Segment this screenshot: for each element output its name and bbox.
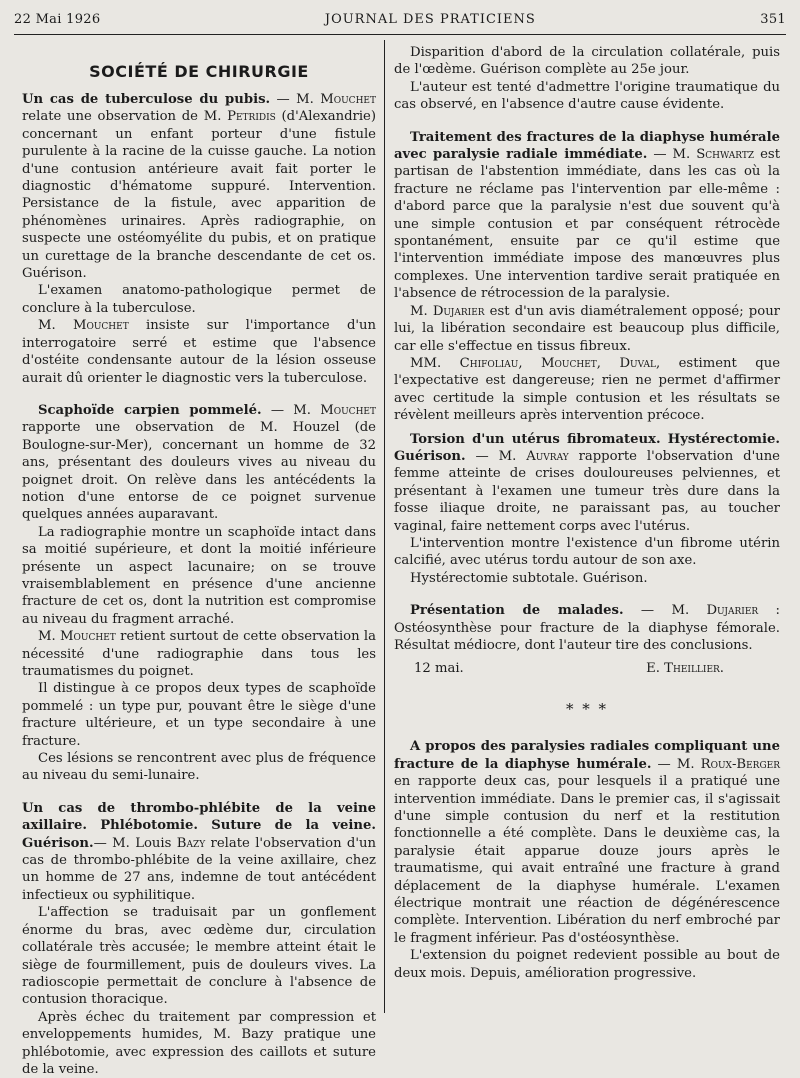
signature-line (394, 660, 780, 678)
author-name: Mouchet (60, 629, 116, 645)
paragraph (22, 628, 376, 680)
text-run: insiste sur l'importance d'un interrogatoire serré et estime que l'absence d'ostéite condensante autour de la lésion osseuse aurait dû orienter le diagnostic vers la tuberculose. (22, 318, 376, 386)
column-divider (384, 40, 385, 1013)
header-rule (14, 34, 786, 35)
text-run: — M. (465, 448, 527, 464)
article-scaphoide-pommele (22, 402, 376, 524)
signature-author: E. Theillier. (646, 661, 724, 677)
text-run: — M. (623, 603, 707, 619)
author-name: Roux-Berger (700, 756, 780, 772)
article-title: Scaphoïde carpien pommelé. (38, 402, 262, 418)
text-run: relate l'observation d'un cas de thrombo-phlébite de la veine axillaire, chez un homme de 27 ans, indemne de tout antécédent infectieux ou syphilitique. (22, 835, 376, 903)
text-run: M. (38, 629, 61, 645)
text-run: M. (38, 318, 73, 334)
paragraph: L'examen anatomo-pathologique permet de conclure à la tuberculose. (22, 283, 376, 316)
text-run: est d'un avis diamétralement opposé; pour lui, la libération secondaire est beaucoup plus difficile, car elle s'effectue en tissus fibreux. (394, 303, 780, 354)
article-paralysies-radiales (394, 738, 780, 947)
article-presentation-malades (394, 602, 780, 654)
author-name: Petridis (227, 109, 276, 125)
running-header (14, 12, 786, 34)
paragraph: Il distingue à ce propos deux types de scaphoïde pommelé : un type pur, pouvant être le siège d'une fracture ultérieure, et un type secondaire à une fracture. (22, 681, 376, 749)
author-names: Chifoliau, Mouchet, Duval, (459, 355, 661, 371)
header-page-number: 351 (760, 12, 786, 27)
text-run: — M. (647, 147, 697, 163)
text-run: estiment que l'expectative est dangereuse; rien ne permet d'affirmer avec certitude la simple contusion et les résultats se révèlent meilleurs après intervention précoce. (394, 355, 780, 424)
text-run: MM. (410, 355, 460, 371)
author-name: Dujarier (706, 603, 759, 619)
article-title: A propos des paralysies radiales compliquant une fracture de la diaphyse humérale. (394, 739, 780, 772)
paragraph: L'extension du poignet redevient possible au bout de deux mois. Depuis, amélioration progressive. (394, 948, 780, 981)
right-column (394, 44, 780, 982)
paragraph: Ces lésions se rencontrent avec plus de fréquence au niveau du semi-lunaire. (22, 751, 376, 784)
text-run: — M. (261, 402, 321, 418)
paragraph (22, 317, 376, 387)
left-column (22, 44, 376, 1078)
text-run: en rapporte deux cas, pour lesquels il a pratiqué une intervention immédiate. Dans le premier cas, il s'agissait d'une simple contusion du nerf et la restitution fonctionnelle a été complète. Dans le deuxième cas, la paralysie était apparue douze jours après le traumatisme, qui avait entraîné une fracture à grand déplacement de la diaphyse humérale. L'examen électrique montrait une réaction de dégénérescence complète. Intervention. Libération du nerf embroché par le fragment inférieur. Pas d'ostéosynthèse. (394, 774, 780, 946)
text-run: (d'Alexandrie) concernant un enfant porteur d'une fistule purulente à la racine de la cuisse gauche. La notion d'une contusion antérieure avait fait porter le diagnostic d'hématome suppuré. Intervention. Persistance de la fistule, avec apparition de phénomènes urinaires. Après radiographie, on suspecte une ostéomyélite du pubis, et on pratique un curettage de la branche descendante de cet os. Guérison. (22, 109, 377, 282)
text-run: est partisan de l'abstention immédiate, dans les cas où la fracture ne réclame pas l'intervention par elle-même : d'abord parce que la paralysie n'est due souvent qu'à une simple contusion et par conséquent rétrocède spontanément, ensuite par ce qu'il estime que l'intervention immédiate impose des manœuvres plus complexes. Une intervention tardive serait pratiquée en l'absence de rétrocession de la paralysie. (394, 147, 780, 302)
text-run: M. (410, 303, 433, 319)
article-thrombo-phlebite (22, 800, 376, 904)
article-tuberculose-pubis (22, 91, 376, 282)
author-name: Dujarier (432, 303, 485, 319)
article-torsion-uterus (394, 431, 780, 535)
text-run: retient surtout de cette observation la nécessité d'une radiographie dans tous les traumatismes du poignet. (22, 629, 376, 679)
article-title: Traitement des fractures de la diaphyse humérale avec paralysie radiale immédiate. (394, 129, 780, 163)
text-run: : Ostéosynthèse pour fracture de la diaphyse fémorale. Résultat médiocre, dont l'auteur tire des conclusions. (394, 603, 780, 653)
author-name: Mouchet (320, 92, 376, 107)
author-name: Mouchet (72, 318, 129, 334)
text-run: — M. (270, 92, 321, 107)
author-name: Schwartz (696, 147, 755, 163)
paragraph: Après échec du traitement par compression et enveloppements humides, M. Bazy pratique une phlébotomie, avec expression des caillots et suture de la veine. (22, 1009, 376, 1077)
text-run: rapporte l'observation d'une femme atteinte de crises douloureuses pelviennes, et présentant à l'examen une tumeur très dure dans la fosse iliaque droite, ne paraissant pas, au toucher vaginal, faire nettement corps avec l'utérus. (394, 448, 780, 534)
paragraph (394, 355, 780, 425)
paragraph: L'affection se traduisait par un gonflement énorme du bras, avec œdème dur, circulation collatérale très accusée; le membre atteint était le siège de fourmillement, puis de douleurs vives. La radioscopie permettait de conclure à l'absence de contusion thoracique. (22, 905, 376, 1008)
section-title: SOCIÉTÉ DE CHIRURGIE (89, 62, 309, 81)
article-title: Présentation de malades. (410, 603, 624, 619)
text-run: relate une observation de M. (22, 109, 228, 125)
author-name: Auvray (526, 448, 569, 464)
article-title: Un cas de tuberculose du pubis. (22, 92, 271, 107)
header-journal-title: JOURNAL DES PRATICIENS (324, 12, 536, 27)
text-run: — M. Louis (93, 835, 177, 851)
paragraph: L'intervention montre l'existence d'un fibrome utérin calcifié, avec utérus tordu autour de son axe. (394, 535, 780, 569)
paragraph: La radiographie montre un scaphoïde intact dans sa moitié supérieure, et dont la moitié inférieure présente un aspect lacunaire; on se trouve vraisemblablement en présence d'une ancienne fracture de cet os, dont la nutrition est compromise au niveau du fragment arraché. (22, 524, 376, 627)
paragraph: Hystérectomie subtotale. Guérison. (410, 570, 648, 586)
article-title: Un cas de thrombo-phlébite de la veine axillaire. Phlébotomie. Suture de la veine. Guérison. (22, 800, 376, 851)
signature-date: 12 mai. (414, 661, 464, 677)
article-fractures-diaphyse (394, 129, 780, 303)
text-run: rapporte une observation de M. Houzel (de Boulogne-sur-Mer), concernant un homme de 32 ans, présentant des douleurs vives au niveau du poignet droit. On relève dans les antécédents la notion d'une entorse de ce poignet survenue quelques années auparavant. (22, 420, 376, 523)
paragraph: L'auteur est tenté d'admettre l'origine traumatique du cas observé, en l'absence d'autre cause évidente. (394, 79, 780, 113)
author-name: Mouchet (320, 402, 376, 418)
text-run: — M. (651, 756, 701, 772)
section-separator-asterisks: * * * (565, 700, 609, 719)
paragraph: Disparition d'abord de la circulation collatérale, puis de l'œdème. Guérison complète au 25e jour. (394, 45, 780, 78)
author-name: Bazy (176, 835, 206, 851)
paragraph (394, 303, 780, 355)
article-title: Torsion d'un utérus fibromateux. Hystérectomie. Guérison. (394, 431, 780, 464)
header-date: 22 Mai 1926 (14, 12, 101, 27)
